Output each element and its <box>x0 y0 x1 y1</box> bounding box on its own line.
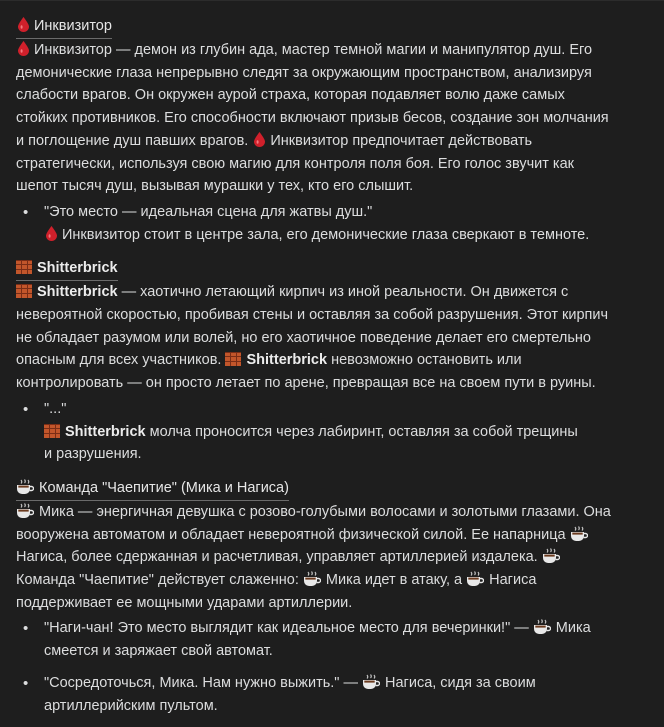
section-heading: Инквизитор <box>16 14 112 39</box>
brick-icon <box>16 260 32 274</box>
section-shitterbrick <box>16 256 636 466</box>
quote-action: молча проносится через лабиринт, оставляя за собой трещины <box>149 423 578 440</box>
quote-list <box>16 398 636 466</box>
coffee-cup-icon <box>542 548 560 564</box>
quote-action: смеется и заряжает свой автомат. <box>44 643 273 660</box>
description-line: Нагиса, более сдержанная и расчетливая, управляет артиллерией издалека. <box>16 549 538 566</box>
bullet: • <box>23 674 29 692</box>
bullet: • <box>23 620 29 638</box>
description-line: вооружена автоматом и обладает невероятной физической силой. Ее напарница <box>16 526 566 543</box>
section-heading: Shitterbrick <box>16 256 118 281</box>
description-line: Команда "Чаепитие" действует слаженно: <box>16 572 299 589</box>
description-line: Мика идет в атаку, а <box>325 572 463 589</box>
description-line: Инквизитор предпочитает действовать <box>270 132 533 149</box>
description-line: Мика — энергичная девушка с розово-голубыми волосами и золотыми глазами. Она <box>39 503 611 520</box>
coffee-cup-icon <box>16 479 34 495</box>
blood-drop-icon <box>18 41 29 56</box>
coffee-cup-icon <box>533 619 551 635</box>
bullet: • <box>23 203 29 221</box>
quote-item <box>16 617 636 662</box>
description-line: Нагиса <box>489 572 537 589</box>
character-name: Shitterbrick <box>65 423 146 440</box>
description-line: демонические глаза непрерывно следят за окружающим пространством, анализируя <box>16 64 592 81</box>
description-line: Инквизитор — демон из глубин ада, мастер темной магии и манипулятор душ. Его <box>34 42 593 58</box>
brick-icon <box>225 352 241 366</box>
description-line: невероятной скоростью, пробивая стены и оставляя за собой разрушения. Этот кирпич <box>16 307 609 324</box>
blood-drop-icon <box>46 226 57 241</box>
quote-text: "..." <box>44 400 67 417</box>
description-line: и поглощение душ павших врагов. <box>16 132 249 149</box>
description-line: невозможно остановить или <box>331 352 522 369</box>
section-description <box>16 39 636 198</box>
section-description <box>16 501 636 615</box>
quote-text: "Наги-чан! Это место выглядит как идеальное место для вечеринки!" — <box>44 620 529 637</box>
quote-item <box>16 398 636 466</box>
quote-list <box>16 201 636 246</box>
coffee-cup-icon <box>466 571 484 587</box>
blood-drop-icon <box>18 17 29 32</box>
quote-action: Мика <box>555 620 591 637</box>
description-line: поддерживает ее мощными ударами артиллерии. <box>16 594 353 611</box>
brick-icon <box>16 284 32 298</box>
coffee-cup-icon <box>362 674 380 690</box>
top-divider <box>0 0 664 1</box>
character-name: Shitterbrick <box>37 284 118 301</box>
quote-action: Инквизитор стоит в центре зала, его демонические глаза сверкают в темноте. <box>62 226 590 243</box>
quote-text: "Сосредоточься, Мика. Нам нужно выжить." — <box>44 674 358 691</box>
brick-icon <box>44 424 60 438</box>
description-line: не обладает разумом или волей, но его хаотичное поведение делает его смертельно <box>16 329 591 346</box>
quote-item <box>16 672 636 717</box>
bullet: • <box>23 400 29 418</box>
section-tea-party <box>16 476 636 717</box>
description-line: слабости врагов. Он окружен аурой страха, которая подавляет волю даже самых <box>16 87 565 104</box>
blood-drop-icon <box>254 132 265 147</box>
description-line: стратегически, используя свою магию для контроля поля боя. Его голос звучит как <box>16 155 574 172</box>
section-description <box>16 281 636 395</box>
quote-text: "Это место — идеальная сцена для жатвы душ." <box>44 203 373 220</box>
section-inquisitor <box>16 14 636 246</box>
quote-action: Нагиса, сидя за своим <box>385 674 536 691</box>
character-list <box>16 14 636 727</box>
coffee-cup-icon <box>16 503 34 519</box>
quote-list <box>16 617 636 717</box>
section-heading: Команда "Чаепитие" (Мика и Нагиса) <box>16 476 289 501</box>
description-line: контролировать — он просто летает по арене, превращая все на своем пути в руины. <box>16 375 596 392</box>
quote-action: артиллерийским пультом. <box>44 697 218 714</box>
coffee-cup-icon <box>570 526 588 542</box>
quote-item <box>16 201 636 246</box>
description-line: шепот тысяч душ, вызывая мурашки у тех, кто его слышит. <box>16 178 414 195</box>
description-line: — хаотично летающий кирпич из иной реальности. Он движется с <box>121 284 569 301</box>
character-name: Shitterbrick <box>246 352 328 369</box>
description-line: опасным для всех участников. <box>16 352 222 369</box>
description-line: стойких противников. Его способности включают призыв бесов, создание зон молчания <box>16 110 609 127</box>
coffee-cup-icon <box>303 571 321 587</box>
quote-action: и разрушения. <box>44 446 142 463</box>
